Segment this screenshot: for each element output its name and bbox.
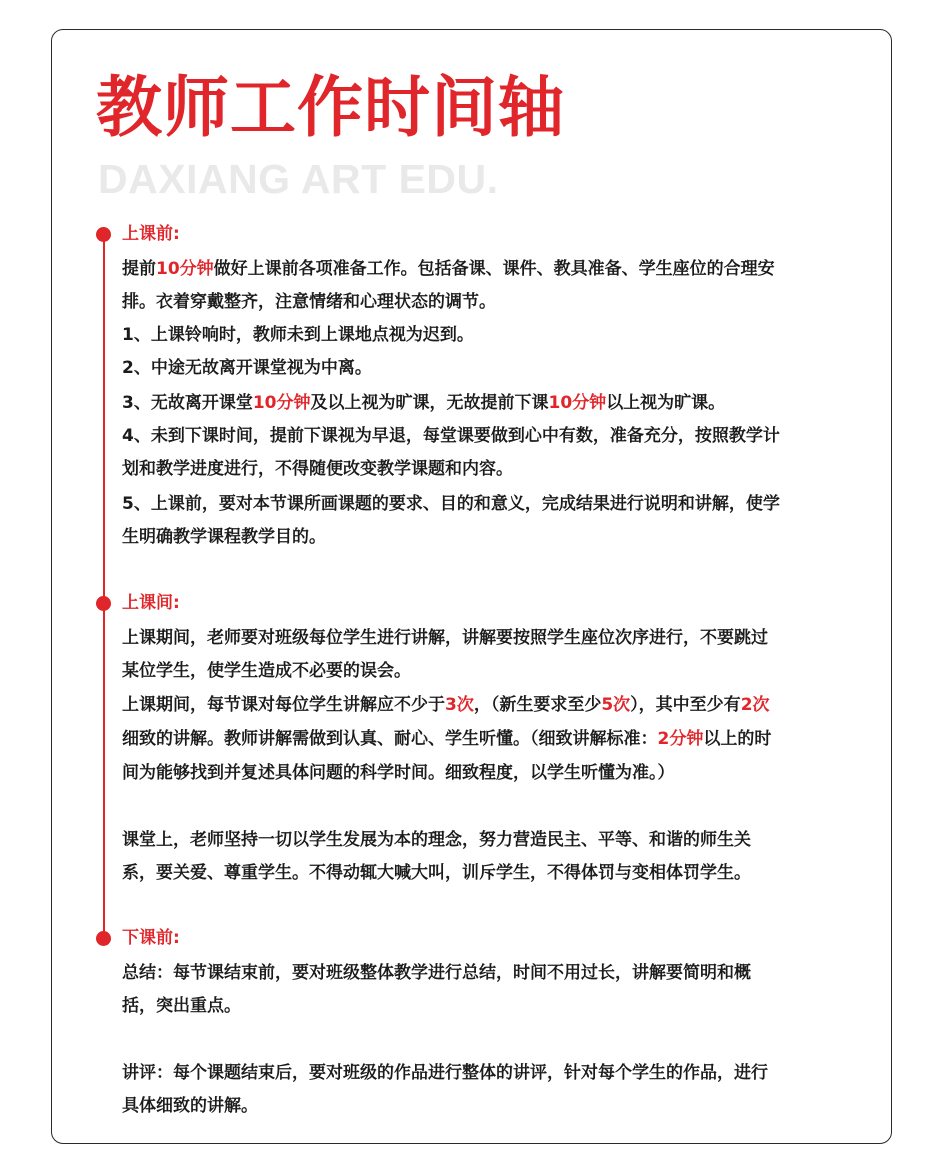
text-line: 总结：每节课结束前，要对班级整体教学进行总结，时间不用过长，讲解要简明和概 <box>122 963 751 983</box>
text-line: 上课期间，每节课对每位学生讲解应不少于3次，（新生要求至少5次），其中至少有2次 <box>122 695 770 715</box>
highlight-value: 10分钟 <box>156 259 214 279</box>
highlight-value: 10分钟 <box>252 393 311 413</box>
section-heading-end-of-class: 下课前: <box>122 928 180 948</box>
text-line: 5、上课前，要对本节课所画课题的要求、目的和意义，完成结果进行说明和讲解，使学 <box>122 494 780 514</box>
timeline-dot-during-class <box>96 596 111 611</box>
section-heading-during-class: 上课间: <box>122 593 180 613</box>
timeline-rail <box>103 232 105 937</box>
text-line: 提前10分钟做好上课前各项准备工作。包括备课、课件、教具准备、学生座位的合理安 <box>122 259 775 279</box>
text-line: 上课期间，老师要对班级每位学生进行讲解，讲解要按照学生座位次序进行，不要跳过 <box>122 628 768 648</box>
text-line: 2、中途无故离开课堂视为中离。 <box>122 358 372 378</box>
text-line: 细致的讲解。教师讲解需做到认真、耐心、学生听懂。（细致讲解标准：2分钟以上的时 <box>122 729 772 749</box>
section-heading-before-class: 上课前: <box>122 224 180 244</box>
text-line: 某位学生，使学生造成不必要的误会。 <box>122 661 411 681</box>
timeline-dot-end-of-class <box>96 931 111 946</box>
text-line: 具体细致的讲解。 <box>122 1096 258 1116</box>
text-line: 1、上课铃响时，教师未到上课地点视为迟到。 <box>122 325 474 345</box>
text-line: 生明确教学课程教学目的。 <box>122 527 326 547</box>
text-line: 划和教学进度进行，不得随便改变教学课题和内容。 <box>122 459 513 479</box>
page-title: 教师工作时间轴 <box>96 69 565 146</box>
highlight-value: 2次 <box>740 695 770 715</box>
text-line: 间为能够找到并复述具体问题的科学时间。细致程度，以学生听懂为准。） <box>122 763 675 783</box>
text-line: 括，突出重点。 <box>122 996 241 1016</box>
text-line: 4、未到下课时间，提前下课视为早退，每堂课要做到心中有数，准备充分，按照教学计 <box>122 426 780 446</box>
highlight-value: 2分钟 <box>657 729 704 749</box>
text-line: 系，要关爱、尊重学生。不得动辄大喊大叫，训斥学生，不得体罚与变相体罚学生。 <box>122 863 751 883</box>
timeline-dot-before-class <box>96 227 111 242</box>
highlight-value: 5次 <box>601 695 631 715</box>
highlight-value: 3次 <box>445 695 474 715</box>
text-line: 排。衣着穿戴整齐，注意情绪和心理状态的调节。 <box>122 292 496 312</box>
highlight-value: 10分钟 <box>548 393 607 413</box>
brand-subtitle: DAXIANG ART EDU. <box>98 156 499 202</box>
text-line: 课堂上，老师坚持一切以学生发展为本的理念，努力营造民主、平等、和谐的师生关 <box>122 830 751 850</box>
text-line: 讲评：每个课题结束后，要对班级的作品进行整体的讲评，针对每个学生的作品，进行 <box>122 1063 768 1083</box>
text-line: 3、无故离开课堂10分钟及以上视为旷课，无故提前下课10分钟以上视为旷课。 <box>122 393 726 413</box>
